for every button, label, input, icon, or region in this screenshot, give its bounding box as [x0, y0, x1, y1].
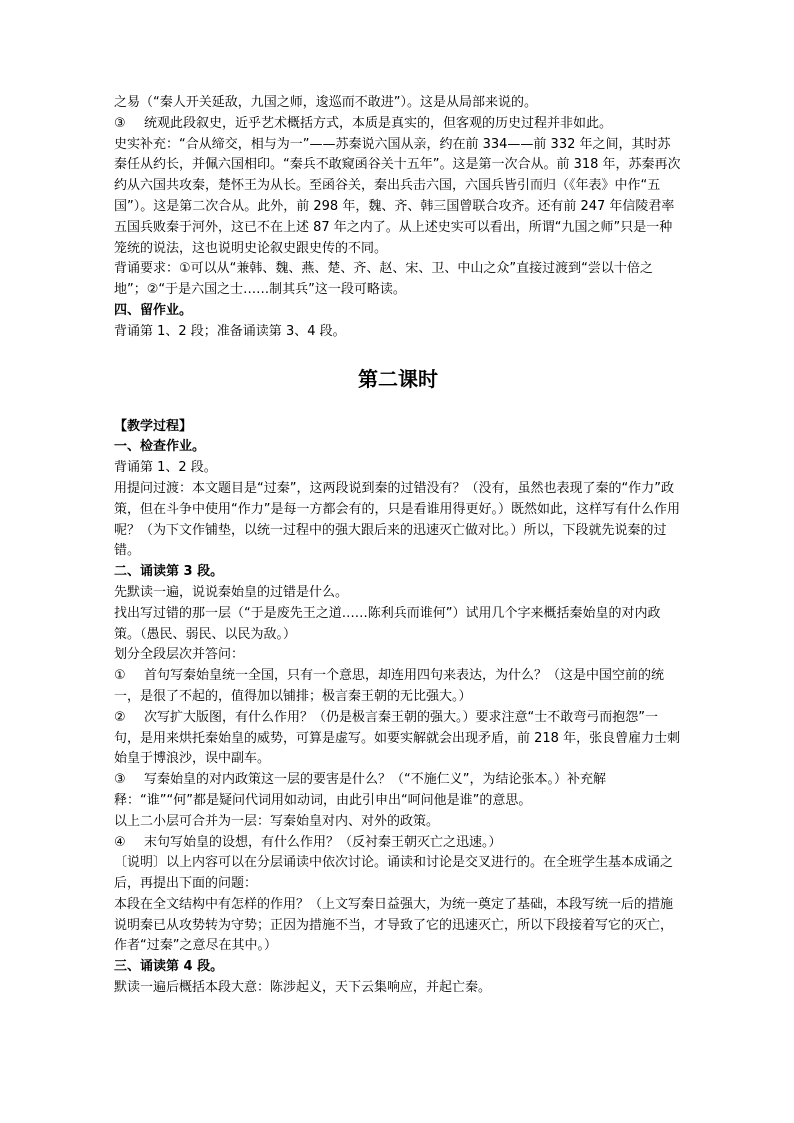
item-text: 末句写始皇的设想，有什么作用？（反衬秦王朝灭亡之迅速。）: [144, 834, 502, 850]
text-line: 之易（“秦人开关延敌，九国之师，逡巡而不敢进”）。这是从局部来说的。: [114, 95, 537, 110]
item-number: ③: [114, 115, 126, 131]
section-heading-para4: 三、诵读第 4 段。: [114, 959, 224, 975]
item-text: 写秦始皇的对内政策这一层的要害是什么？（“不施仁义”，为结论张本。）补充解释：“谁”“何”都是疑问代词用如动词，由此引申出“呵问他是谁”的意思。: [114, 772, 606, 808]
lesson-title: 第二课时: [358, 366, 438, 391]
numbered-item: [114, 114, 682, 135]
document-page: [114, 93, 682, 999]
homework-text: 背诵第 1、2 段；准备诵读第 3、4 段。: [114, 323, 346, 339]
text-line: 先默读一遍，说说秦始皇的过错是什么。: [114, 584, 349, 600]
item-number: ①: [114, 668, 126, 684]
item-number: ④: [114, 834, 126, 850]
recitation-requirement: 背诵要求：①可以从“兼韩、魏、燕、楚、齐、赵、宋、卫、中山之众”直接过渡到“尝以十倍之地”；②“于是六国之士……制其兵”这一段可略读。: [114, 261, 653, 298]
history-supplement: 史实补充：“合从缔交，相与为一”——苏秦说六国从亲，约在前 334——前 332 年之间，其时苏秦任从约长，并佩六国相印。“秦兵不敢窥函谷关十五年”。这是第一次合从。前 318 年，苏秦再次约从六国共攻秦，楚怀王为从长。至函谷关，秦出兵击六国，六国兵皆引而归（《年表》中作“五国”）。这是第二次合从。此外，前 298 年，魏、齐、韩三国曾联合攻齐。还有前 247 年信陵君率五国兵败秦于河外，这已不在上述 87 年之内了。从上述史实可以看出，所谓“九国之师”只是一种笼统的说法，这也说明史论叙史跟史传的不同。: [114, 136, 681, 256]
text-line: 划分全段层次并答问：: [114, 647, 245, 663]
item-text: 统观此段叙史，近乎艺术概括方式，本质是真实的，但客观的历史过程并非如此。: [144, 115, 613, 131]
item-text: 首句写秦始皇统一全国，只有一个意思，却连用四句来表达，为什么？（这是中国空前的统一，是很了不起的，值得加以铺排；极言秦王朝的无比强大。）: [114, 668, 665, 704]
explanation-note: 〔说明〕以上内容可以在分层诵读中依次讨论。诵读和讨论是交叉进行的。在全班学生基本成诵之后，再提出下面的问题：: [114, 855, 674, 892]
numbered-item: [114, 666, 682, 708]
section-heading-para3: 二、诵读第 3 段。: [114, 564, 224, 580]
transition-paragraph: 用提问过渡：本文题目是“过秦”，这两段说到秦的过错没有？（没有，虽然也表现了秦的“作力”政策，但在斗争中使用“作力”是每一方都会有的，只是看谁用得更好。）既然如此，这样写有什么作用呢？（为下文作铺垫，以统一过程中的强大跟后来的迅速灭亡做对比。）所以，下段就先说秦的过错。: [114, 480, 680, 559]
section-heading-check: 一、检查作业。: [114, 439, 206, 455]
numbered-item: [114, 833, 682, 854]
item-text: 次写扩大版图，有什么作用？（仍是极言秦王朝的强大。）要求注意“士不敢弯弓而抱怨”一句，是用来烘托秦始皇的威势，可算是虚写。如要实解就会出现矛盾，前 218 年，张良曾雇力士刺始皇于博浪沙，误中副车。: [114, 709, 681, 767]
text-line: 以上二小层可合并为一层：写秦始皇对内、对外的政策。: [114, 813, 440, 829]
text-line: 背诵第 1、2 段。: [114, 460, 217, 476]
teaching-process-heading: 【教学过程】: [114, 418, 193, 434]
item-number: ②: [114, 709, 126, 725]
text-line: 找出写过错的那一层（“于是废先王之道……陈利兵而谁何”）试用几个字来概括秦始皇的对内政策。（愚民、弱民、以民为敌。）: [114, 605, 661, 642]
numbered-item: [114, 770, 682, 812]
item-number: ③: [114, 772, 126, 788]
structure-question: 本段在全文结构中有怎样的作用？（上文写秦日益强大，为统一奠定了基础，本段写统一后的措施说明秦已从攻势转为守势；正因为措施不当，才导致了它的迅速灭亡，所以下段接着写它的灭亡，作者“过秦”之意尽在其中。）: [114, 896, 674, 954]
text-line: 默读一遍后概括本段大意：陈涉起义，天下云集响应，并起亡秦。: [114, 980, 492, 996]
numbered-item: [114, 708, 682, 770]
section-heading-homework: 四、留作业。: [114, 302, 193, 318]
